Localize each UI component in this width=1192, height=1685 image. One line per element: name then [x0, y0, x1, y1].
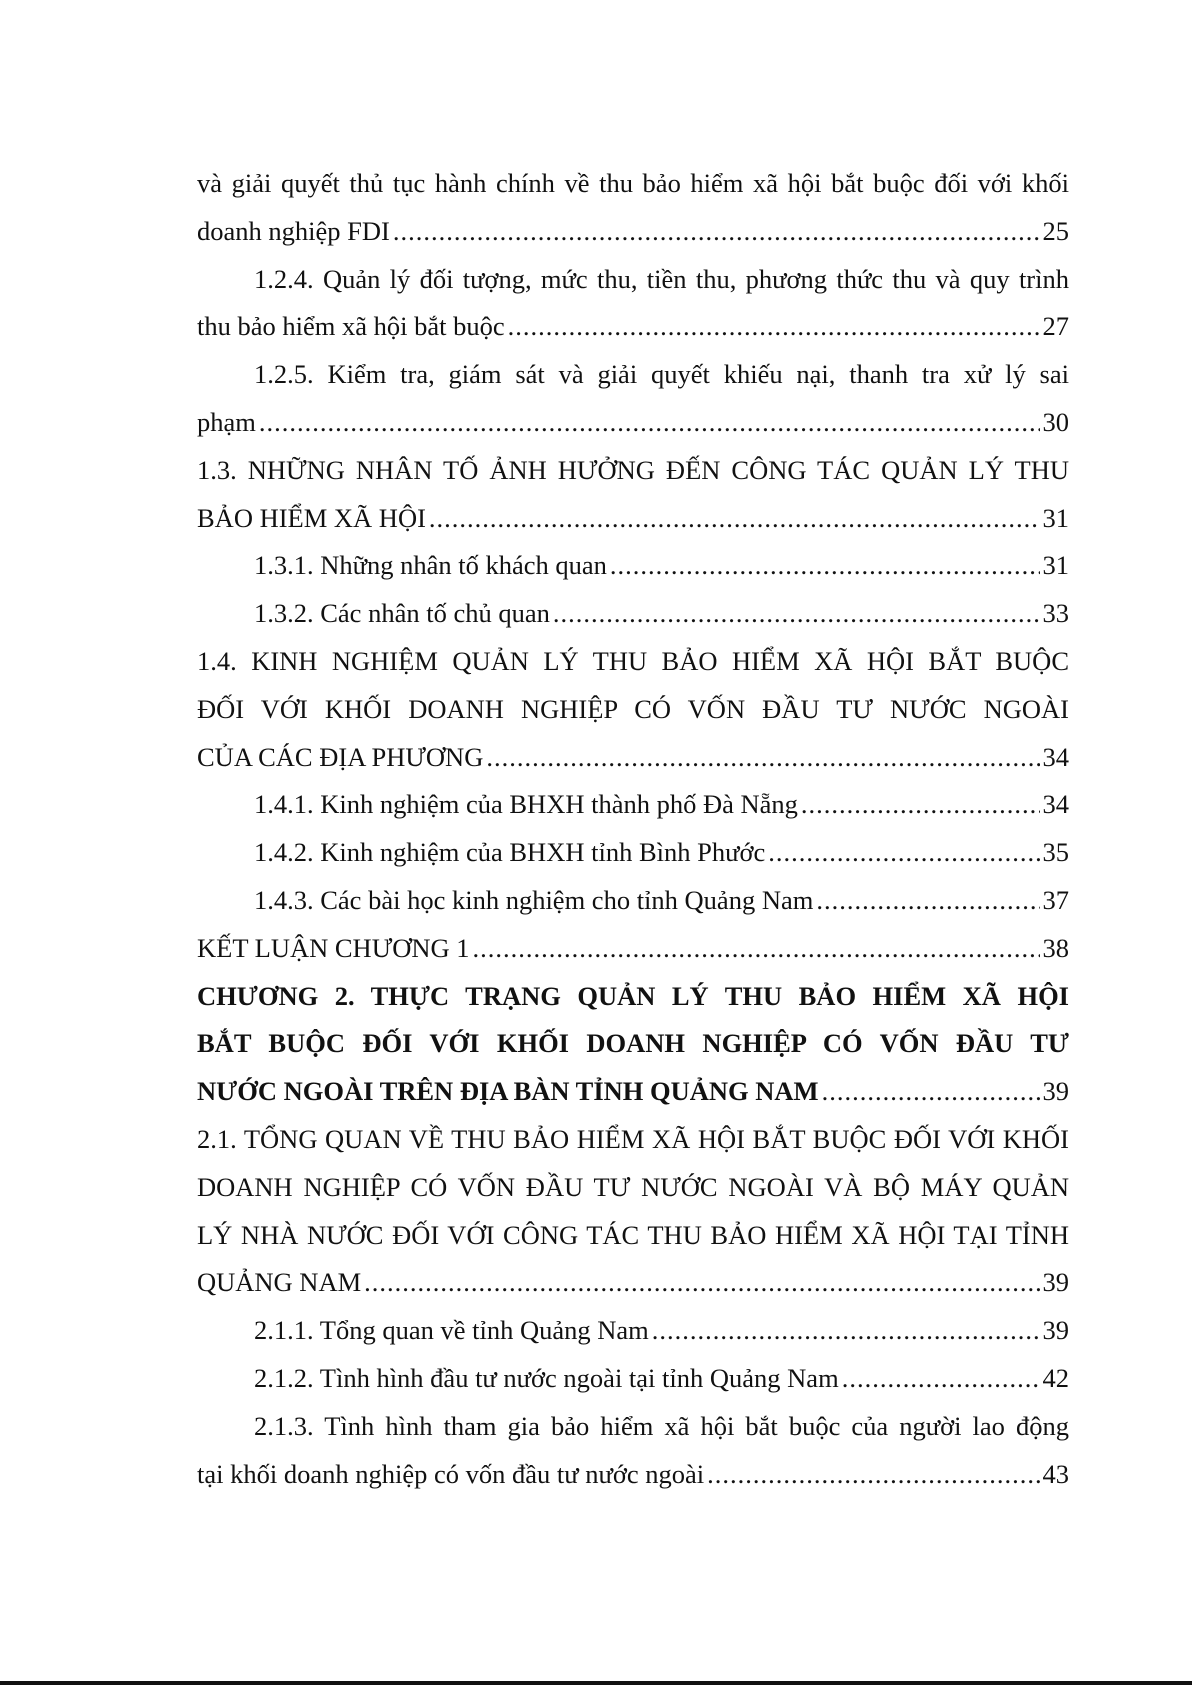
- toc-page-number: 37: [1042, 884, 1069, 915]
- toc-page-number: 27: [1042, 311, 1069, 342]
- toc-entry: [197, 542, 1069, 590]
- page-bottom-border: [0, 1681, 1192, 1685]
- toc-entry: [197, 590, 1069, 638]
- toc-leader-dots: [801, 781, 1040, 829]
- toc-leader-dots: [486, 734, 1039, 782]
- toc-entry-title: 1.3.2. Các nhân tố chủ quan: [254, 598, 550, 629]
- toc-leader-dots: [768, 829, 1039, 877]
- toc-entry-title: 1.4.3. Các bài học kinh nghiệm cho tỉnh Quảng Nam: [254, 884, 814, 915]
- toc-leader-dots: [652, 1307, 1040, 1355]
- toc-entry-title: CỦA CÁC ĐỊA PHƯƠNG: [197, 741, 484, 772]
- toc-page-number: 42: [1042, 1362, 1069, 1393]
- toc-line: 1.3. NHỮNG NHÂN TỐ ẢNH HƯỞNG ĐẾN CÔNG TÁC QUẢN LÝ THU: [197, 454, 1069, 485]
- toc-entry-title: NƯỚC NGOÀI TRÊN ĐỊA BÀN TỈNH QUẢNG NAM: [197, 1076, 819, 1107]
- toc-line: 1.2.5. Kiểm tra, giám sát và giải quyết khiếu nại, thanh tra xử lý sai: [254, 359, 1069, 390]
- toc-entry-title: BẢO HIỂM XÃ HỘI: [197, 502, 426, 533]
- toc-chapter-line: BẮT BUỘC ĐỐI VỚI KHỐI DOANH NGHIỆP CÓ VỐN ĐẦU TƯ: [197, 1028, 1069, 1059]
- toc-chapter-entry: [197, 1068, 1069, 1116]
- toc-entry: [197, 1451, 1069, 1499]
- toc-leader-dots: [842, 1355, 1040, 1403]
- toc-entry-title: 1.4.1. Kinh nghiệm của BHXH thành phố Đà Nẵng: [254, 789, 798, 820]
- toc-page-number: 43: [1042, 1458, 1069, 1489]
- toc-entry-title: 2.1.1. Tổng quan về tỉnh Quảng Nam: [254, 1315, 649, 1346]
- toc-line: DOANH NGHIỆP CÓ VỐN ĐẦU TƯ NƯỚC NGOÀI VÀ BỘ MÁY QUẢN: [197, 1171, 1069, 1202]
- toc-entry: [197, 1307, 1069, 1355]
- toc-entry-title: phạm: [197, 406, 256, 437]
- toc-leader-dots: [393, 208, 1040, 256]
- table-of-contents: [197, 160, 1069, 1498]
- toc-leader-dots: [508, 303, 1040, 351]
- toc-line: 1.2.4. Quản lý đối tượng, mức thu, tiền thu, phương thức thu và quy trình: [254, 263, 1069, 294]
- toc-leader-dots: [429, 495, 1040, 543]
- toc-leader-dots: [707, 1451, 1039, 1499]
- toc-entry-title: tại khối doanh nghiệp có vốn đầu tư nước ngoài: [197, 1458, 705, 1489]
- toc-page-number: 39: [1042, 1267, 1069, 1298]
- toc-entry: [197, 495, 1069, 543]
- toc-leader-dots: [816, 877, 1039, 925]
- toc-page-number: 33: [1042, 598, 1069, 629]
- toc-page-number: 31: [1042, 550, 1069, 581]
- toc-line: LÝ NHÀ NƯỚC ĐỐI VỚI CÔNG TÁC THU BẢO HIỂM XÃ HỘI TẠI TỈNH: [197, 1219, 1069, 1250]
- toc-page-number: 38: [1042, 932, 1069, 963]
- toc-entry-title: QUẢNG NAM: [197, 1267, 362, 1298]
- toc-line: ĐỐI VỚI KHỐI DOANH NGHIỆP CÓ VỐN ĐẦU TƯ NƯỚC NGOÀI: [197, 693, 1069, 724]
- toc-leader-dots: [822, 1068, 1040, 1116]
- toc-entry: [197, 877, 1069, 925]
- toc-page-number: 31: [1042, 502, 1069, 533]
- toc-line: và giải quyết thủ tục hành chính về thu bảo hiểm xã hội bắt buộc đối với khối: [197, 168, 1069, 198]
- toc-page-number: 34: [1042, 741, 1069, 772]
- toc-entry-title: 1.4.2. Kinh nghiệm của BHXH tỉnh Bình Phước: [254, 837, 766, 868]
- toc-entry-title: 2.1.2. Tình hình đầu tư nước ngoài tại tỉnh Quảng Nam: [254, 1362, 839, 1393]
- toc-entry: [197, 303, 1069, 351]
- toc-leader-dots: [259, 399, 1040, 447]
- toc-page-number: 39: [1042, 1315, 1069, 1346]
- toc-entry: [197, 399, 1069, 447]
- toc-entry: [197, 829, 1069, 877]
- toc-entry: [197, 208, 1069, 256]
- toc-entry-title: thu bảo hiểm xã hội bắt buộc: [197, 311, 505, 342]
- toc-leader-dots: [473, 925, 1040, 973]
- toc-page-number: 35: [1042, 837, 1069, 868]
- toc-entry: [197, 734, 1069, 782]
- toc-entry: [197, 1259, 1069, 1307]
- toc-page-number: 34: [1042, 789, 1069, 820]
- toc-line: 2.1. TỔNG QUAN VỀ THU BẢO HIỂM XÃ HỘI BẮT BUỘC ĐỐI VỚI KHỐI: [197, 1123, 1069, 1154]
- toc-page-number: 25: [1042, 215, 1069, 246]
- toc-line: 2.1.3. Tình hình tham gia bảo hiểm xã hội bắt buộc của người lao động: [254, 1410, 1069, 1441]
- toc-entry: [197, 925, 1069, 973]
- toc-leader-dots: [364, 1259, 1039, 1307]
- toc-page-number: 30: [1042, 406, 1069, 437]
- toc-line: 1.4. KINH NGHIỆM QUẢN LÝ THU BẢO HIỂM XÃ HỘI BẮT BUỘC: [197, 645, 1069, 676]
- toc-entry-title: KẾT LUẬN CHƯƠNG 1: [197, 932, 470, 963]
- toc-entry: [197, 1355, 1069, 1403]
- toc-entry: [197, 781, 1069, 829]
- toc-entry-title: 1.3.1. Những nhân tố khách quan: [254, 550, 607, 581]
- toc-chapter-line: CHƯƠNG 2. THỰC TRẠNG QUẢN LÝ THU BẢO HIỂM XÃ HỘI: [197, 980, 1069, 1011]
- toc-entry-title: doanh nghiệp FDI: [197, 215, 390, 246]
- toc-leader-dots: [553, 590, 1040, 638]
- toc-page-number: 39: [1042, 1076, 1069, 1107]
- toc-leader-dots: [610, 542, 1040, 590]
